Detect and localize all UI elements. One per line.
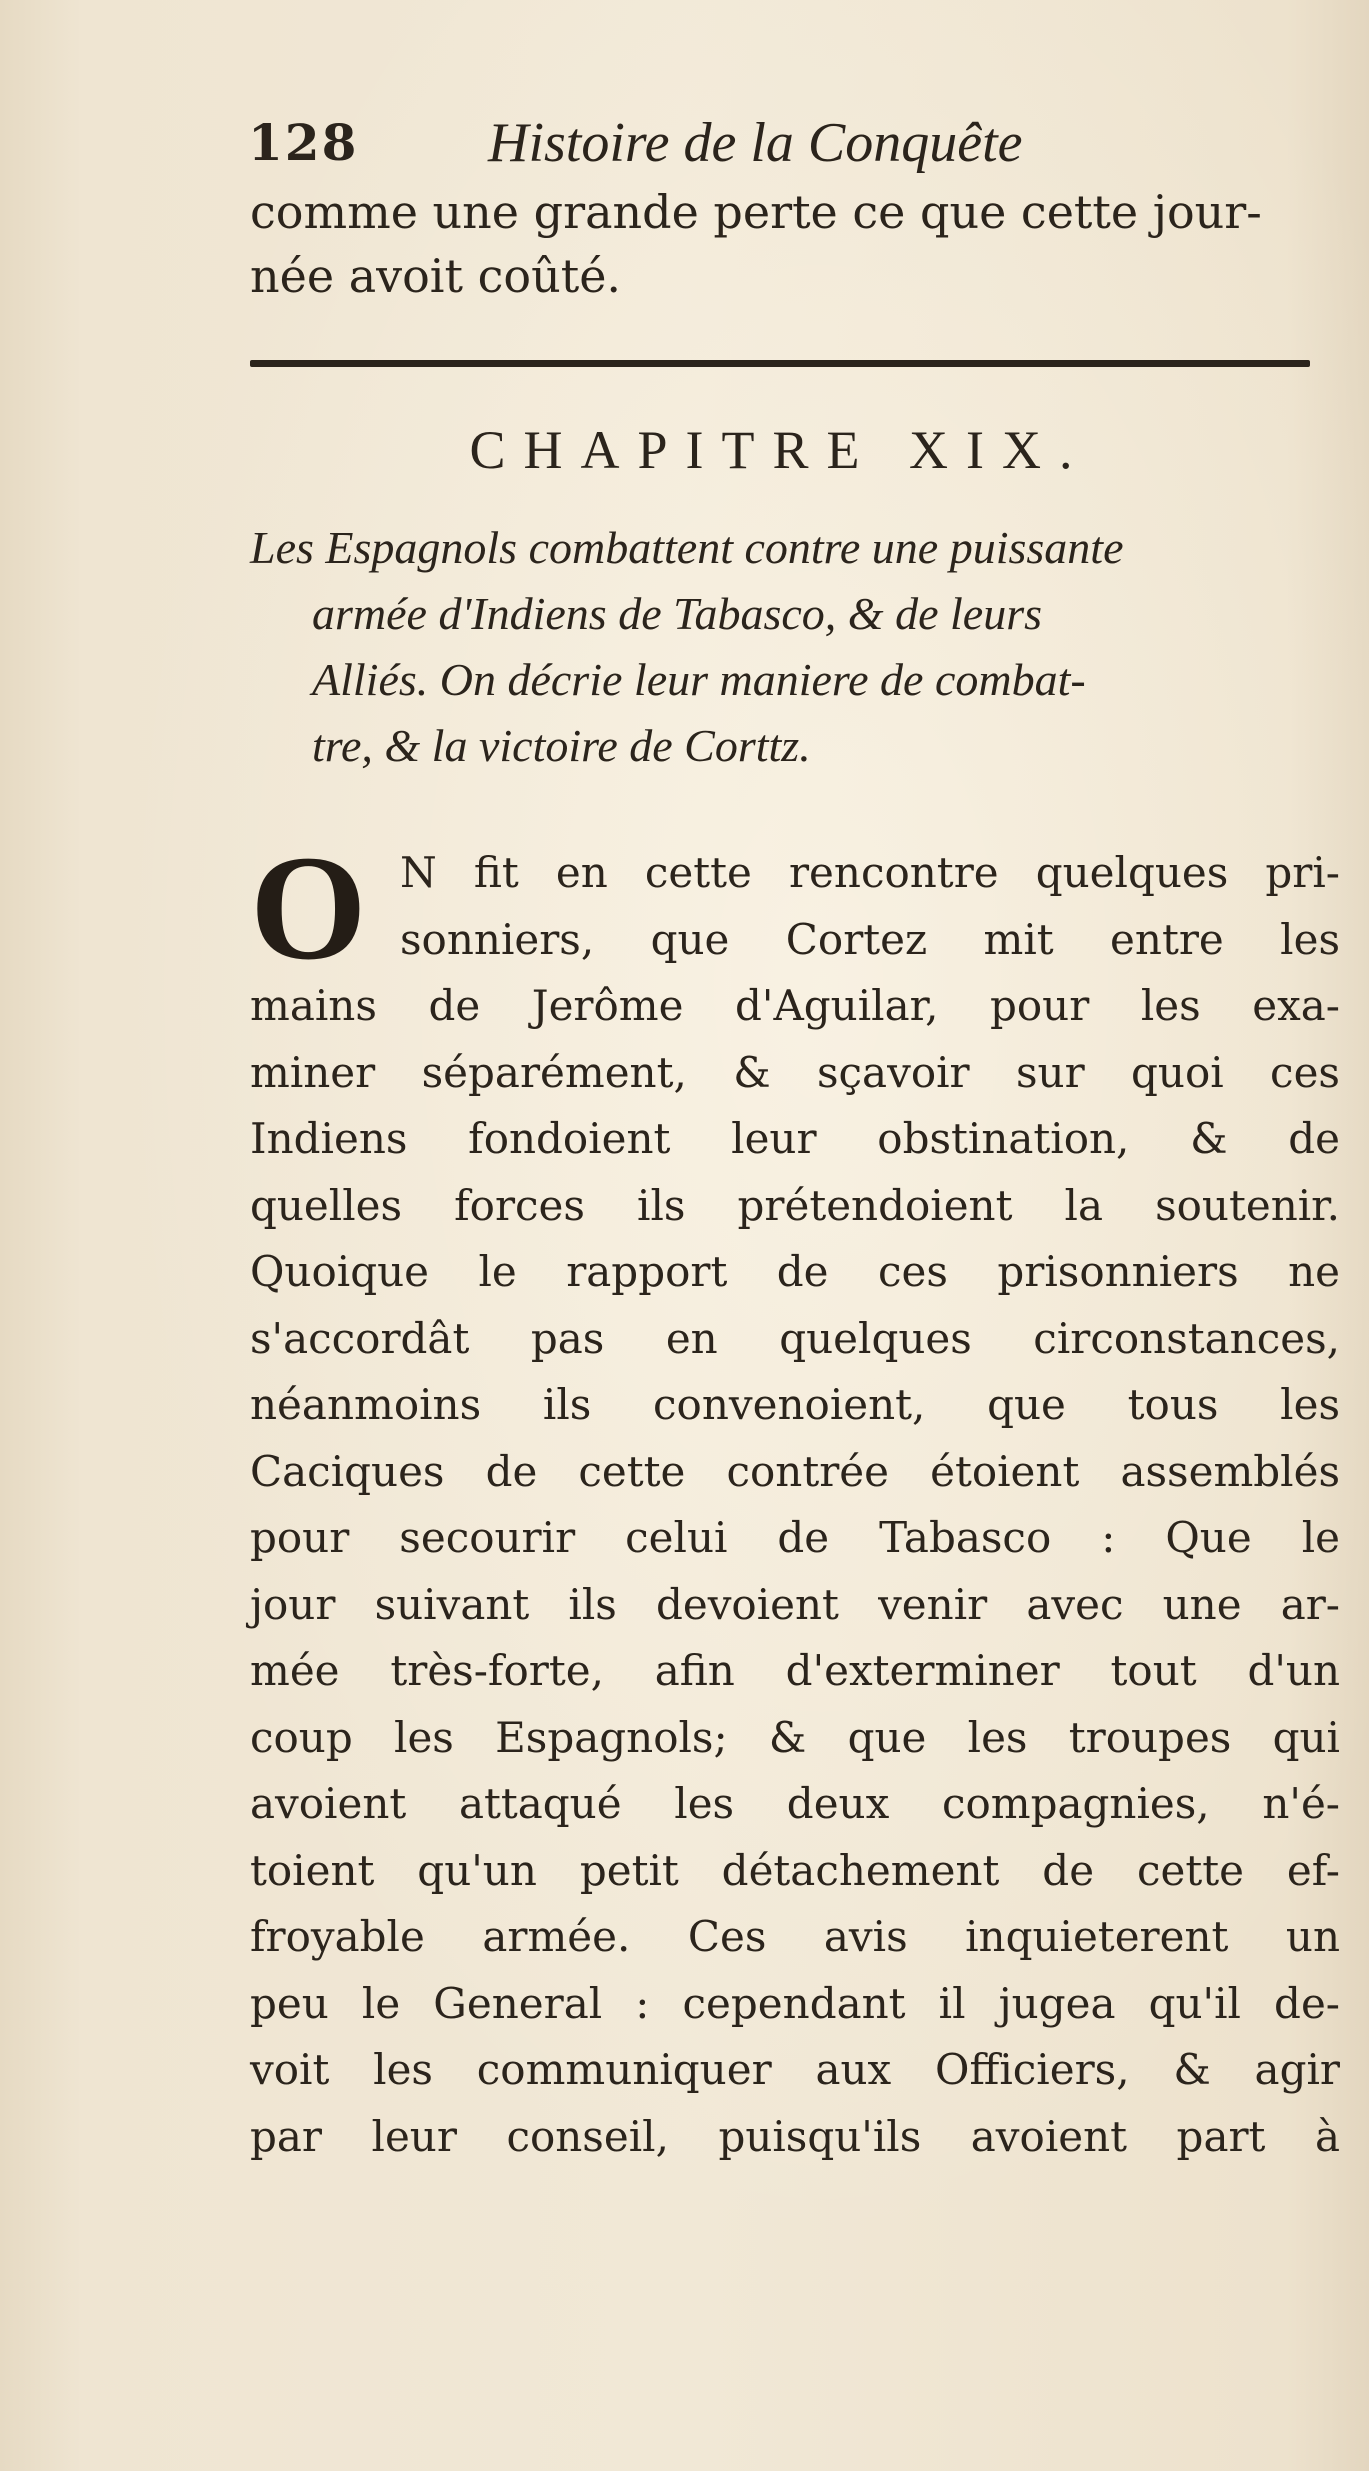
- summary-line: Les Espagnols combattent contre une puissante: [250, 522, 1124, 573]
- text-line: coup les Espagnols; & que les troupes qui: [250, 1712, 1340, 1762]
- page-number: 128: [248, 113, 359, 172]
- running-head-title: Histoire de la Conquête: [488, 112, 1023, 174]
- text-line: Quoique le rapport de ces prisonniers ne: [250, 1247, 1340, 1296]
- text-line: mains de Jerôme d'Aguilar, pour les exa-: [250, 981, 1340, 1030]
- text-line: née avoit coûté.: [250, 249, 622, 303]
- summary-line: Alliés. On décrie leur maniere de combat-: [312, 654, 1086, 705]
- text-line: N fit en cette rencontre quelques pri-: [400, 848, 1340, 897]
- chapter-summary: [250, 515, 1340, 779]
- summary-line: tre, & la victoire de Corttz.: [312, 720, 811, 771]
- section-divider: [250, 360, 1310, 367]
- text-line: pour secourir celui de Tabasco : Que le: [250, 1513, 1340, 1562]
- text-line: avoient attaqué les deux compagnies, n'é-: [250, 1779, 1340, 1828]
- text-line: s'accordât pas en quelques circonstances,: [250, 1313, 1340, 1363]
- text-line: Indiens fondoient leur obstination, & de: [250, 1114, 1340, 1163]
- text-line: jour suivant ils devoient venir avec une ar-: [250, 1579, 1340, 1629]
- text-line: toient qu'un petit détachement de cette ef-: [250, 1845, 1340, 1895]
- text-line: mée très-forte, afin d'exterminer tout d'un: [250, 1646, 1340, 1695]
- continued-paragraph: [250, 180, 1340, 308]
- text-line: miner séparément, & sçavoir sur quoi ces: [250, 1047, 1340, 1097]
- text-line: peu le General : cependant il jugea qu'il de-: [250, 1978, 1340, 2028]
- text-line: Caciques de cette contrée étoient assemblés: [250, 1446, 1340, 1496]
- text-line: comme une grande perte ce que cette jour-: [250, 185, 1262, 239]
- drop-cap: O: [250, 825, 367, 991]
- text-line: néanmoins ils convenoient, que tous les: [250, 1380, 1340, 1429]
- running-head: [248, 108, 1128, 178]
- text-line: quelles forces ils prétendoient la soutenir.: [250, 1180, 1340, 1230]
- text-line: froyable armée. Ces avis inquieterent un: [250, 1912, 1340, 1961]
- text-line: voit les communiquer aux Officiers, & agir: [250, 2045, 1340, 2094]
- text-line: par leur conseil, puisqu'ils avoient part à: [250, 2111, 1340, 2161]
- chapter-title: CHAPITRE XIX.: [469, 420, 1091, 480]
- text-line: sonniers, que Cortez mit entre les: [400, 914, 1340, 964]
- summary-line: armée d'Indiens de Tabasco, & de leurs: [312, 588, 1043, 639]
- body-paragraph: [250, 825, 1340, 2170]
